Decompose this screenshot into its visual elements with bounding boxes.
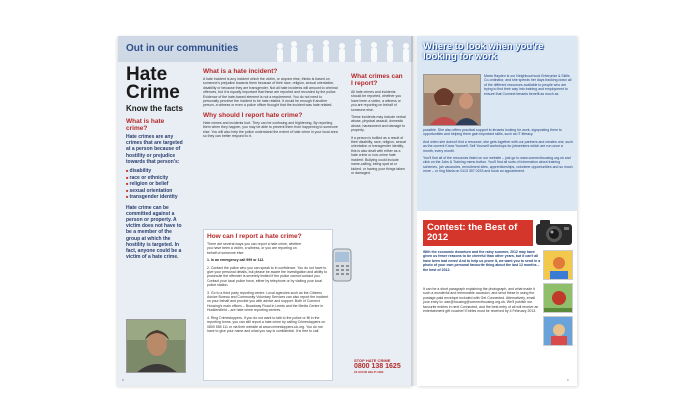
- what-is-hate-crime-intro: Hate crimes are any crimes that are targeted at a person because of hostility or prejudice towards that person's:: [126, 134, 183, 165]
- what-crimes-heading: What crimes can I report?: [351, 73, 403, 87]
- how-report-step-3: 3. Go to a third party reporting centre. Local agencies such as the Citizens Advice Bureau and Community Voluntary Services can also report the incident on your behalf and provide you with advice and support. Both of Connect Housing's main offices – Broadway Road in Leeds and the Media Centre in Huddersfield – are hate crime reporting centres.: [207, 290, 329, 313]
- contest-section: [417, 214, 577, 386]
- hate-crime-facts-column: [126, 66, 186, 260]
- contest-photo-image: [544, 317, 573, 346]
- camera-icon: [535, 218, 573, 246]
- what-crimes-paragraph: These incidents may include verbal abuse, physical assault, domestic abuse, harassment and damage to property.: [351, 115, 406, 133]
- maria-hayden-image: [424, 75, 481, 126]
- how-report-step-1: 1. In an emergency call 999 or 112.: [207, 258, 265, 263]
- hate-crime-title: Hate Crime: [126, 64, 180, 103]
- work-section-paragraph: And when she doesn't find a resource, she gets together with our partners and creates one, such as the current Know Yourself, Sell Yourself workshops for jobseekers which are run once a month, every month.: [423, 139, 573, 153]
- list-item: ■ race or ethnicity: [126, 175, 186, 182]
- left-page: [118, 36, 413, 386]
- contest-photo-thumb: [543, 250, 573, 280]
- stop-hate-crime-logo: [354, 358, 402, 374]
- how-to-report-box: [203, 229, 333, 381]
- how-report-intro: There are several ways you can report a hate crime, whether you have been a victim, a witness, or you are reporting on behalf of someone else:: [207, 242, 302, 255]
- what-is-hate-incident-heading: What is a hate incident?: [203, 68, 278, 75]
- contest-photo-image: [544, 251, 573, 280]
- page-header-title: Out in our communities: [126, 43, 239, 54]
- page-header: [118, 36, 413, 62]
- contest-photo-thumb: [543, 316, 573, 346]
- what-is-hate-crime-heading: What is hate crime?: [126, 118, 165, 132]
- list-item: ■ disability: [126, 168, 186, 175]
- why-report-text: Hate crimes and incidents hurt. They can be confusing and frightening. By reporting them when they happen, you may be able to prevent them from happening to someone else. You will also help the police understand the extent of hate crime in your local area so they can better respond to it.: [203, 120, 338, 139]
- page-number: 9: [567, 378, 569, 382]
- how-report-step-2: 2. Contact the police who you can speak to in confidence. You do not have to give your personal details, but please be aware the investigation and ability to prosecute the offender is severely limited if the police cannot contact you. Contact your local police force, either by telephone or by visiting your local police station.: [207, 265, 328, 288]
- list-item: ■ religion or belief: [126, 181, 186, 188]
- how-report-heading: How can I report a hate crime?: [207, 233, 302, 240]
- man-portrait-image: [127, 320, 186, 373]
- what-crimes-column: [351, 73, 406, 178]
- contest-photo-strip: [543, 250, 573, 349]
- stop-logo-tagline: 24 HOUR HELP LINE: [354, 370, 384, 374]
- what-crimes-paragraph: If a person is bullied as a result of their disability, race, religion, sexual orientation or transgender identity, this is also dealt with either as a hate crime or non-crime hate incident. Bullying could include name-calling, being spat at or kicked, or having your things taken or damaged.: [351, 135, 406, 175]
- contest-title: Contest: the Best of 2012: [427, 222, 518, 243]
- contest-photo-thumb: [543, 283, 573, 313]
- contest-intro: With the economic downturn and the rainy summer, 2012 may have given us fewer reasons to be cheerful than other years, but it can't all have been bad news! And to help us prove it, we want you to send in a photo of your own personal favourite thing about the last 12 months – the best of 2012.: [423, 250, 541, 272]
- stop-logo-phone: 0800 138 1625: [354, 363, 401, 370]
- work-section-body: [423, 128, 573, 177]
- crowd-silhouette-illustration: [268, 36, 413, 62]
- what-is-hate-incident-text: A hate incident is any incident which the victim, or anyone else, thinks is based on someone's prejudice towards them because of their race, religion, sexual orientation, disability or because they are transgender. Not all hate incidents will amount to criminal offences, but it is equally important that these are reported and recorded by the police. Evidence of the hate-based element is not a requirement. You do not need to personally perceive the incident to be hate related. It would be enough if another person, a witness or even a police officer thought that the incident was hate related.: [203, 77, 338, 108]
- right-page: [417, 36, 577, 386]
- maria-hayden-photo: [423, 74, 481, 126]
- contest-details: It can be a short paragraph explaining the photograph, and what made it such a wonderful and memorable occasion, and send these in using the postage-paid envelope included with Get Connected. Alternatively, email your entry to: dan@housing@connecthousing.org.uk. We'll publish our favourite entries in next Connected, and the best entry of all will receive an entertainment gift voucher! Entries must be received by 4 February 2013.: [423, 287, 539, 314]
- list-item: ■ sexual orientation: [126, 188, 186, 195]
- stop-logo-title: STOP HATE CRIME: [354, 358, 391, 363]
- know-the-facts-subtitle: Know the facts: [126, 104, 183, 113]
- work-section-title: Where to look when you're looking for work: [423, 41, 544, 62]
- man-portrait-photo: [126, 319, 186, 373]
- work-section-paragraph: You'll find all of the resources listed on our website – just go to www.connecthousing.org.uk and click on the Jobs & Training menu button. You'll find all sorts of information about training schemes, job vacancies, recruitment sites, apprenticeships, volunteer opportunities and so much more – or ring Maria on 0113 397 0233 and book an appointment.: [423, 156, 573, 174]
- work-section: [417, 36, 577, 211]
- contest-banner: [423, 220, 533, 246]
- page-number: 8: [122, 378, 124, 382]
- how-report-step-4: 4. Ring Crimestoppers. If you do not want to talk to the police or fill in the reporting forms, you can still report a hate crime by calling Crimestoppers on 0800 555 111 or via their website at www.crimestoppers-uk.org. You do not have to give your name and what you say is confidential. It is free to call.: [207, 315, 326, 333]
- mobile-phone-icon: [331, 248, 353, 282]
- work-section-text: Maria Hayden is our Neighbourhood Enterprise & Skills Co-ordinator, and she spends her days tracking down all of the different resources available to people who are trying to find their way into training and employment to ensure that Connect tenants benefit as much as: [484, 74, 572, 96]
- list-item: ■ transgender identity: [126, 194, 186, 201]
- prejudice-categories-list: [126, 168, 186, 201]
- why-report-heading: Why should I report hate crime?: [203, 111, 303, 119]
- contest-photo-image: [544, 284, 573, 313]
- what-is-hate-crime-outro: Hate crime can be committed against a person or property. A victim does not have to be a member of the group at which the hostility is targeted. In fact, anyone could be a victim of a hate crime.: [126, 204, 182, 261]
- work-section-paragraph: possible. She also offers practical support to tenants looking for work, signposting them to opportunities and helping them gain important skills, such as IT literacy.: [423, 128, 562, 137]
- what-crimes-paragraph: All hate crimes and incidents should be reported, whether you have been a victim, a witness or you are reporting on behalf of someone else.: [351, 90, 402, 112]
- hate-incident-column: [203, 68, 338, 142]
